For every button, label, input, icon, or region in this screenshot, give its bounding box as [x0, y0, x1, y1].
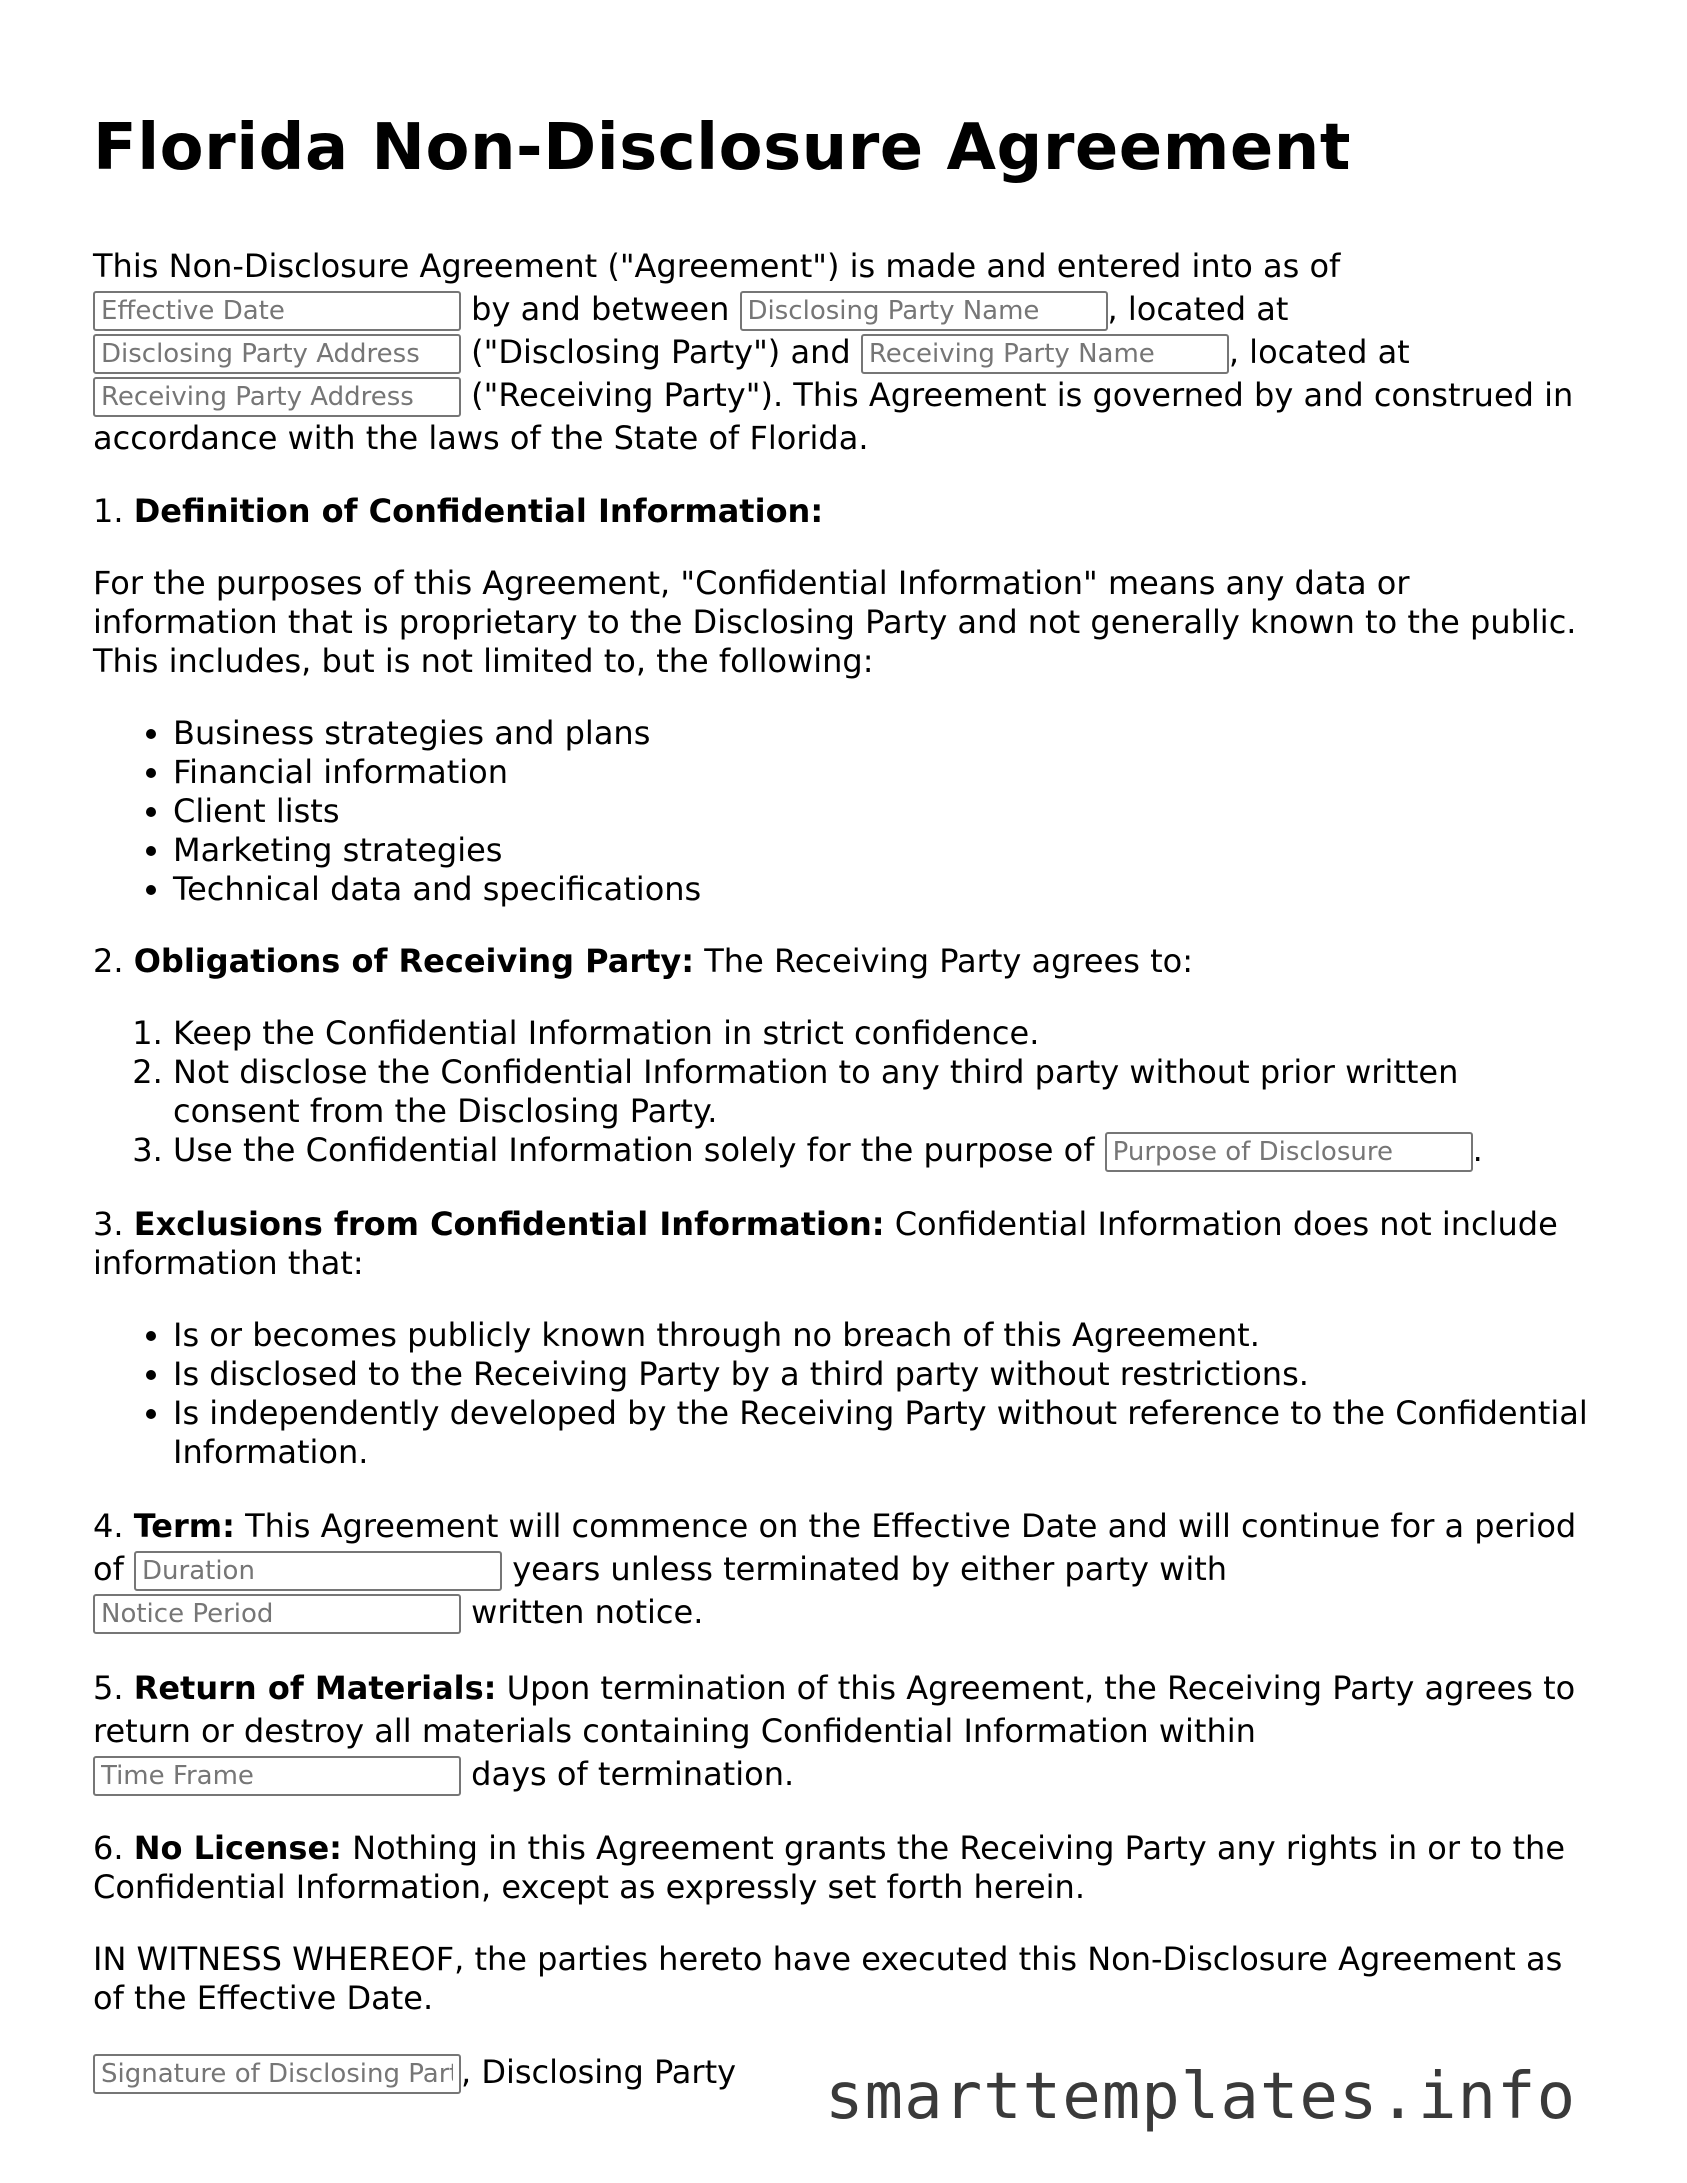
disclosing-party-signature-field[interactable] [93, 2054, 461, 2094]
intro-paragraph [93, 245, 1593, 460]
section-3-title: Exclusions from Confidential Information: [133, 1204, 885, 1243]
confidential-info-list [93, 714, 1593, 909]
list-item: • Client lists [173, 792, 1593, 831]
section-3-text: Confidential Information does not include information that: [93, 1204, 1558, 1282]
notice-period-field[interactable] [93, 1594, 461, 1634]
section-4 [93, 1505, 1593, 1634]
section-2-heading [93, 942, 1593, 981]
list-item: • Is disclosed to the Receiving Party by a third party without restrictions. [173, 1355, 1593, 1394]
section-4-text-3: written notice. [461, 1592, 704, 1631]
receiving-party-name-field[interactable] [861, 334, 1229, 374]
section-4-number: 4. [93, 1506, 124, 1545]
purpose-of-disclosure-field[interactable] [1105, 1132, 1473, 1172]
watermark: smarttemplates.info [825, 2060, 1577, 2134]
list-item: • Financial information [173, 753, 1593, 792]
section-6-title: No License: [133, 1828, 342, 1867]
intro-text-4: ("Disclosing Party") and [471, 332, 851, 371]
list-item: • Business strategies and plans [173, 714, 1593, 753]
purpose-end: . [1472, 1130, 1483, 1169]
section-3-heading [93, 1205, 1593, 1283]
section-6-number: 6. [93, 1828, 124, 1867]
effective-date-field[interactable] [93, 291, 461, 331]
section-1-number: 1. [93, 491, 124, 530]
time-frame-field[interactable] [93, 1756, 461, 1796]
section-2-number: 2. [93, 941, 124, 980]
section-5-number: 5. [93, 1668, 124, 1707]
receiving-party-address-field[interactable] [93, 377, 461, 417]
intro-text-5: , located at [1228, 332, 1410, 371]
section-4-title: Term: [133, 1506, 235, 1545]
witness-paragraph: IN WITNESS WHEREOF, the parties hereto have executed this Non-Disclosure Agreement as of the Effective Date. [93, 1939, 1563, 2017]
obligations-list [93, 1014, 1593, 1172]
list-item: • Technical data and specifications [173, 870, 1593, 909]
section-2-title: Obligations of Receiving Party: [133, 941, 695, 980]
section-5-title: Return of Materials: [133, 1668, 497, 1707]
intro-text-1: This Non-Disclosure Agreement ("Agreement") is made and entered into as of [93, 246, 1341, 285]
section-6 [93, 1829, 1593, 1907]
section-4-text-2: years unless terminated by either party with [502, 1549, 1228, 1588]
section-3-number: 3. [93, 1204, 124, 1243]
document-page [93, 110, 1593, 2127]
section-1-body: For the purposes of this Agreement, "Confidential Information" means any data or information that is proprietary to the Disclosing Party and not generally known to the public. This includes, but is not limited to, the following: [93, 563, 1577, 680]
section-2-text: The Receiving Party agrees to: [694, 941, 1193, 980]
section-1-heading [93, 492, 1593, 531]
section-4-text-1: This Agreement will commence on the Effective Date and will continue for a period of [93, 1506, 1577, 1588]
intro-text-2: by and between [471, 289, 730, 328]
section-5-text-1: Upon termination of this Agreement, the Receiving Party agrees to return or destroy all materials containing Confidential Information within [93, 1668, 1576, 1750]
list-item: • Is independently developed by the Receiving Party without reference to the Confidential Information. [173, 1394, 1593, 1472]
signature-label: , Disclosing Party [461, 2052, 737, 2091]
section-6-text: Nothing in this Agreement grants the Receiving Party any rights in or to the Confidential Information, except as expressly set forth herein. [93, 1828, 1565, 1906]
list-item: • Is or becomes publicly known through no breach of this Agreement. [173, 1316, 1593, 1355]
exclusions-list [93, 1316, 1593, 1472]
duration-field[interactable] [134, 1551, 502, 1591]
purpose-text: Use the Confidential Information solely for the purpose of [173, 1130, 1095, 1169]
disclosing-party-name-field[interactable] [740, 291, 1108, 331]
section-5 [93, 1667, 1593, 1796]
section-1-title: Definition of Confidential Information: [133, 491, 824, 530]
document-title: Florida Non-Disclosure Agreement [93, 111, 1351, 185]
list-item: 1. Keep the Confidential Information in strict confidence. [173, 1014, 1593, 1053]
intro-text-6: ("Receiving Party"). This Agreement is governed by and construed in accordance with the laws of the State of Florida. [93, 375, 1574, 457]
section-5-text-2: days of termination. [461, 1754, 795, 1793]
list-item [173, 1131, 1593, 1172]
list-item: 2. Not disclose the Confidential Information to any third party without prior written consent from the Disclosing Party. [173, 1053, 1593, 1131]
disclosing-party-address-field[interactable] [93, 334, 461, 374]
intro-text-3: , located at [1107, 289, 1289, 328]
list-item: • Marketing strategies [173, 831, 1593, 870]
